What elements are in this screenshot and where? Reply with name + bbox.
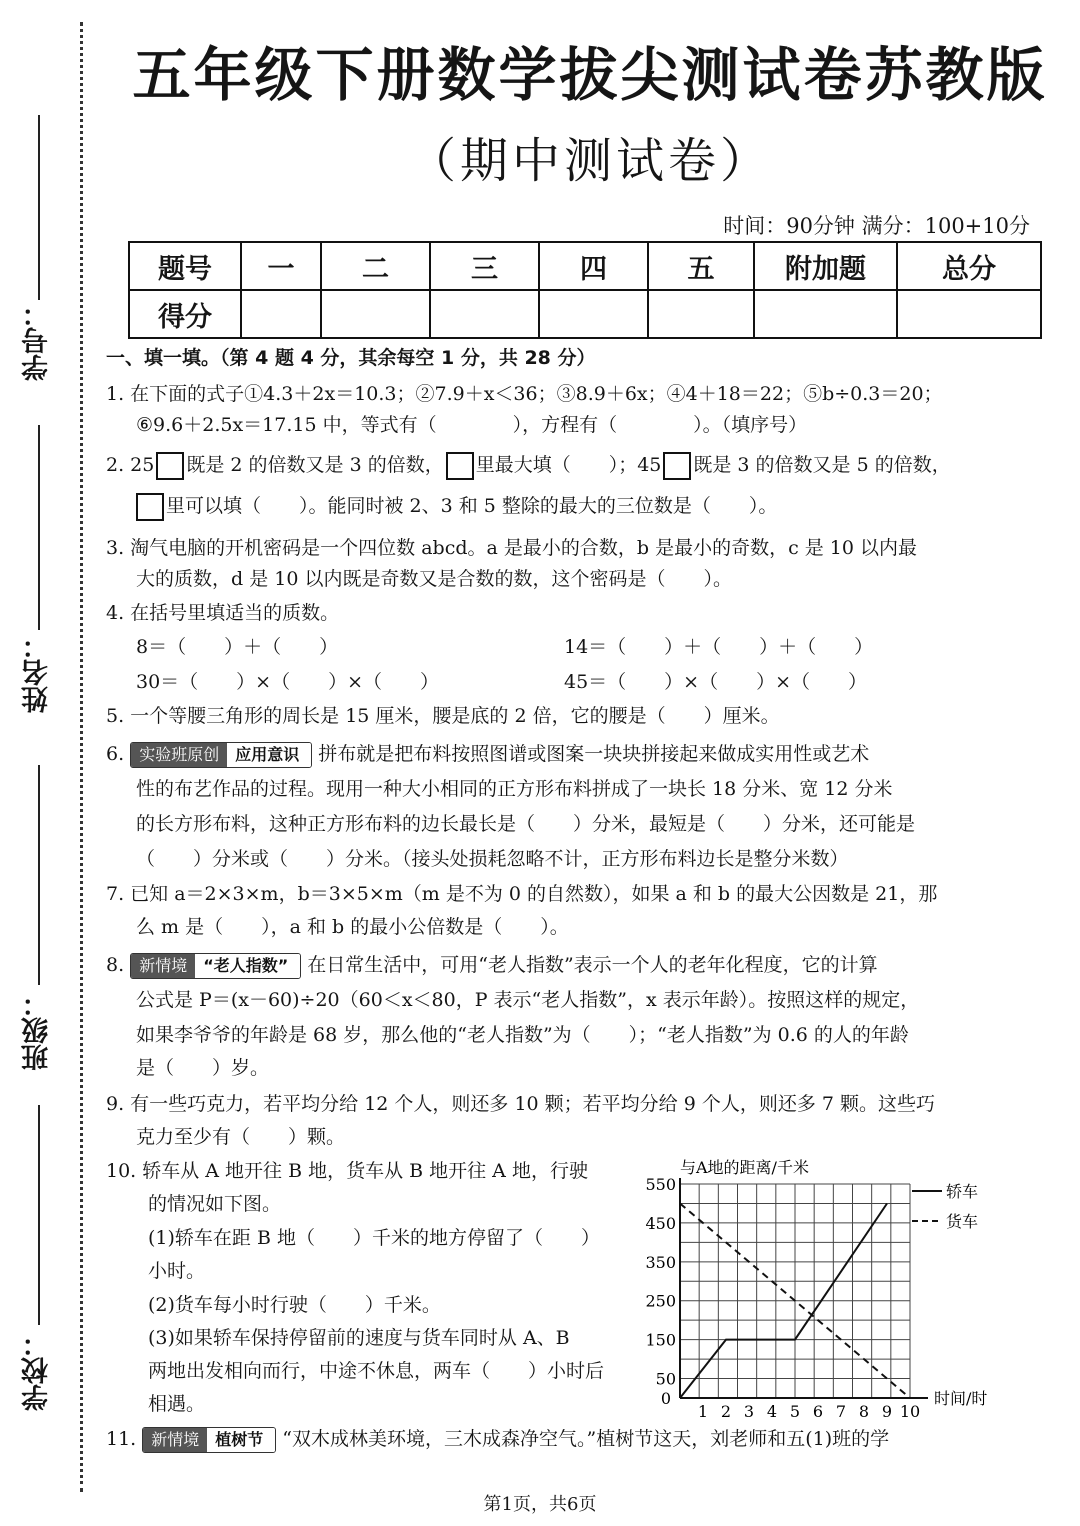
q8-tag <box>130 953 301 979</box>
page-footer: 第1页，共6页 <box>483 1494 597 1515</box>
score-header-cell: 附加题 <box>754 242 897 290</box>
xuehao-underline[interactable] <box>38 115 40 300</box>
q6-tag-primary: 实验班原创 <box>131 743 227 767</box>
q11-number: 11. <box>106 1428 137 1450</box>
q6-line3: 的长方形布料，这种正方形布料的边长最长是（ ）分米，最短是（ ）分米，还可能是 <box>136 813 916 835</box>
score-cell[interactable] <box>321 290 430 338</box>
q10-line1: 10. 轿车从 A 地开往 B 地，货车从 B 地开往 A 地，行驶 <box>106 1160 588 1182</box>
x-tick-label: 6 <box>812 1402 824 1421</box>
q8-text: 在日常生活中，可用“老人指数”表示一个人的老年化程度，它的计算 <box>307 954 878 976</box>
q11-tag-secondary: 植树节 <box>207 1428 275 1452</box>
score-table-score-row <box>129 290 1041 338</box>
answer-box[interactable] <box>136 493 164 521</box>
q2-line2 <box>134 491 777 521</box>
x-tick-label: 5 <box>789 1402 801 1421</box>
page-title: 五年级下册数学拔尖测试卷苏教版 <box>132 41 1048 109</box>
legend-label: 轿车 <box>946 1182 979 1201</box>
score-table <box>128 241 1042 339</box>
q2-text: 既是 3 的倍数又是 5 的倍数， <box>693 454 951 476</box>
q9-line1: 9. 有一些巧克力，若平均分给 12 个人，则还多 10 颗；若平均分给 9 个人，则还多 7 颗。这些巧 <box>106 1093 936 1115</box>
x-tick-label: 1 <box>697 1402 709 1421</box>
xuehao-label: 学号： <box>22 300 53 381</box>
q2-text: 里最大填（ ）；45 <box>475 454 662 476</box>
q3-line1: 3. 淘气电脑的开机密码是一个四位数 abcd。a 是最小的合数，b 是最小的奇数，c 是 10 以内最 <box>106 537 918 559</box>
q6-line1 <box>106 739 869 769</box>
q7-line1: 7. 已知 a＝2×3×m，b＝3×5×m（m 是不为 0 的自然数），如果 a 和 b 的最大公因数是 21，那 <box>106 883 938 905</box>
exam-meta: 时间：90分钟 满分：100+10分 <box>723 214 1030 238</box>
score-cell[interactable] <box>241 290 321 338</box>
q1-line1: 1. 在下面的式子①4.3＋2x＝10.3；②7.9＋x＜36；③8.9＋6x；④4＋18＝22；⑤b÷0.3＝20； <box>106 383 943 405</box>
q8-line4: 是（ ）岁。 <box>136 1057 270 1079</box>
score-cell[interactable] <box>430 290 539 338</box>
q5-line: 5. 一个等腰三角形的周长是 15 厘米，腰是底的 2 倍，它的腰是（ ）厘米。 <box>106 705 780 727</box>
q10-line5: (2)货车每小时行驶（ ）千米。 <box>148 1294 441 1316</box>
q10-line2: 的情况如下图。 <box>148 1193 282 1215</box>
y-tick-label: 450 <box>645 1213 676 1233</box>
q4-d: 45＝（ ）×（ ）×（ ） <box>564 671 868 693</box>
xingming-underline[interactable] <box>38 425 40 630</box>
q2-text: 2. 25 <box>106 454 155 476</box>
answer-box[interactable] <box>663 452 691 480</box>
q11-tag <box>142 1427 276 1453</box>
x-tick-label: 2 <box>720 1402 732 1421</box>
q11-tag-primary: 新情境 <box>143 1428 207 1452</box>
q4-a: 8＝（ ）＋（ ） <box>136 636 339 658</box>
y-tick-label: 150 <box>645 1330 676 1350</box>
q8-line3: 如果李爷爷的年龄是 68 岁，那么他的“老人指数”为（ ）；“老人指数”为 0.6 的人的年龄 <box>136 1024 909 1046</box>
q6-text: 拼布就是把布料按照图谱或图案一块块拼接起来做成实用性或艺术 <box>318 743 870 765</box>
y-tick-label: 250 <box>645 1291 676 1311</box>
q11-text: “双木成林美环境，三木成森净空气。”植树节这天，刘老师和五(1)班的学 <box>282 1428 890 1450</box>
q8-tag-primary: 新情境 <box>131 954 195 978</box>
q2-text: 里可以填（ ）。能同时被 2、3 和 5 整除的最大的三位数是（ ）。 <box>166 495 778 517</box>
q4-line1: 4. 在括号里填适当的质数。 <box>106 602 340 624</box>
q6-line4: （ ）分米或（ ）分米。（接头处损耗忽略不计，正方形布料边长是整分米数） <box>136 848 849 870</box>
q2-line1 <box>106 450 951 480</box>
q10-line8: 相遇。 <box>148 1393 206 1415</box>
score-row-label: 得分 <box>129 290 241 338</box>
distance-time-chart <box>640 1155 1000 1425</box>
score-header-cell: 五 <box>648 242 754 290</box>
q4-c: 30＝（ ）×（ ）×（ ） <box>136 671 440 693</box>
answer-box[interactable] <box>156 452 184 480</box>
q10-line7: 两地出发相向而行，中途不休息，两车（ ）小时后 <box>148 1360 605 1382</box>
q8-line2: 公式是 P＝(x－60)÷20（60＜x＜80，P 表示“老人指数”，x 表示年龄）。按照这样的规定， <box>136 989 920 1011</box>
x-tick-label: 9 <box>881 1402 893 1421</box>
q2-text: 既是 2 的倍数又是 3 的倍数， <box>186 454 444 476</box>
origin-label: 0 <box>660 1389 672 1408</box>
x-tick-label: 3 <box>743 1402 755 1421</box>
score-header-cell: 一 <box>241 242 321 290</box>
q1-line2: ⑥9.6＋2.5x＝17.15 中，等式有（ ），方程有（ ）。（填序号） <box>136 414 808 436</box>
q6-tag <box>130 742 312 768</box>
xingming-label: 姓名： <box>22 632 53 713</box>
xuexiao-label: 学校： <box>22 1330 53 1411</box>
score-header-cell: 总分 <box>897 242 1041 290</box>
q10-line4: 小时。 <box>148 1260 206 1282</box>
score-cell[interactable] <box>648 290 754 338</box>
x-tick-label: 10 <box>899 1402 921 1421</box>
score-cell[interactable] <box>754 290 897 338</box>
legend-label: 货车 <box>946 1212 979 1231</box>
score-header-cell: 二 <box>321 242 430 290</box>
q6-line2: 性的布艺作品的过程。现用一种大小相同的正方形布料拼成了一块长 18 分米、宽 12 分米 <box>136 778 893 800</box>
banji-underline[interactable] <box>38 765 40 985</box>
page-subtitle: （期中测试卷） <box>407 133 772 189</box>
banji-label: 班级： <box>22 990 53 1071</box>
q6-number: 6. <box>106 743 125 765</box>
q8-number: 8. <box>106 954 125 976</box>
q10-line3: (1)轿车在距 B 地（ ）千米的地方停留了（ ） <box>148 1227 600 1249</box>
binding-dotted-line <box>80 22 83 1492</box>
q10-line6: (3)如果轿车保持停留前的速度与货车同时从 A、B <box>148 1327 570 1349</box>
y-tick-label: 350 <box>645 1252 676 1272</box>
q3-line2: 大的质数，d 是 10 以内既是奇数又是合数的数，这个密码是（ ）。 <box>136 568 732 590</box>
y-tick-label: 550 <box>645 1175 676 1194</box>
section-heading: 一、填一填。（第 4 题 4 分，其余每空 1 分，共 28 分） <box>106 347 596 369</box>
x-tick-label: 8 <box>858 1402 870 1421</box>
q7-line2: 么 m 是（ ），a 和 b 的最小公倍数是（ ）。 <box>136 916 569 938</box>
score-cell[interactable] <box>539 290 648 338</box>
q8-tag-secondary: “老人指数” <box>195 954 300 978</box>
q11-line1 <box>106 1424 889 1454</box>
y-tick-label: 50 <box>655 1369 676 1389</box>
xuexiao-underline[interactable] <box>38 1105 40 1325</box>
score-cell[interactable] <box>897 290 1041 338</box>
q4-b: 14＝（ ）＋（ ）＋（ ） <box>564 636 874 658</box>
q8-line1 <box>106 950 878 980</box>
score-header-cell: 四 <box>539 242 648 290</box>
q6-tag-secondary: 应用意识 <box>227 743 311 767</box>
x-tick-label: 7 <box>835 1402 847 1421</box>
q9-line2: 克力至少有（ ）颗。 <box>136 1126 346 1148</box>
answer-box[interactable] <box>446 452 474 480</box>
score-header-cell: 题号 <box>129 242 241 290</box>
score-table-header-row <box>129 242 1041 290</box>
x-tick-label: 4 <box>766 1402 778 1421</box>
score-header-cell: 三 <box>430 242 539 290</box>
x-axis-label: 时间/时 <box>934 1389 988 1408</box>
y-axis-label: 与A地的距离/千米 <box>680 1158 809 1177</box>
